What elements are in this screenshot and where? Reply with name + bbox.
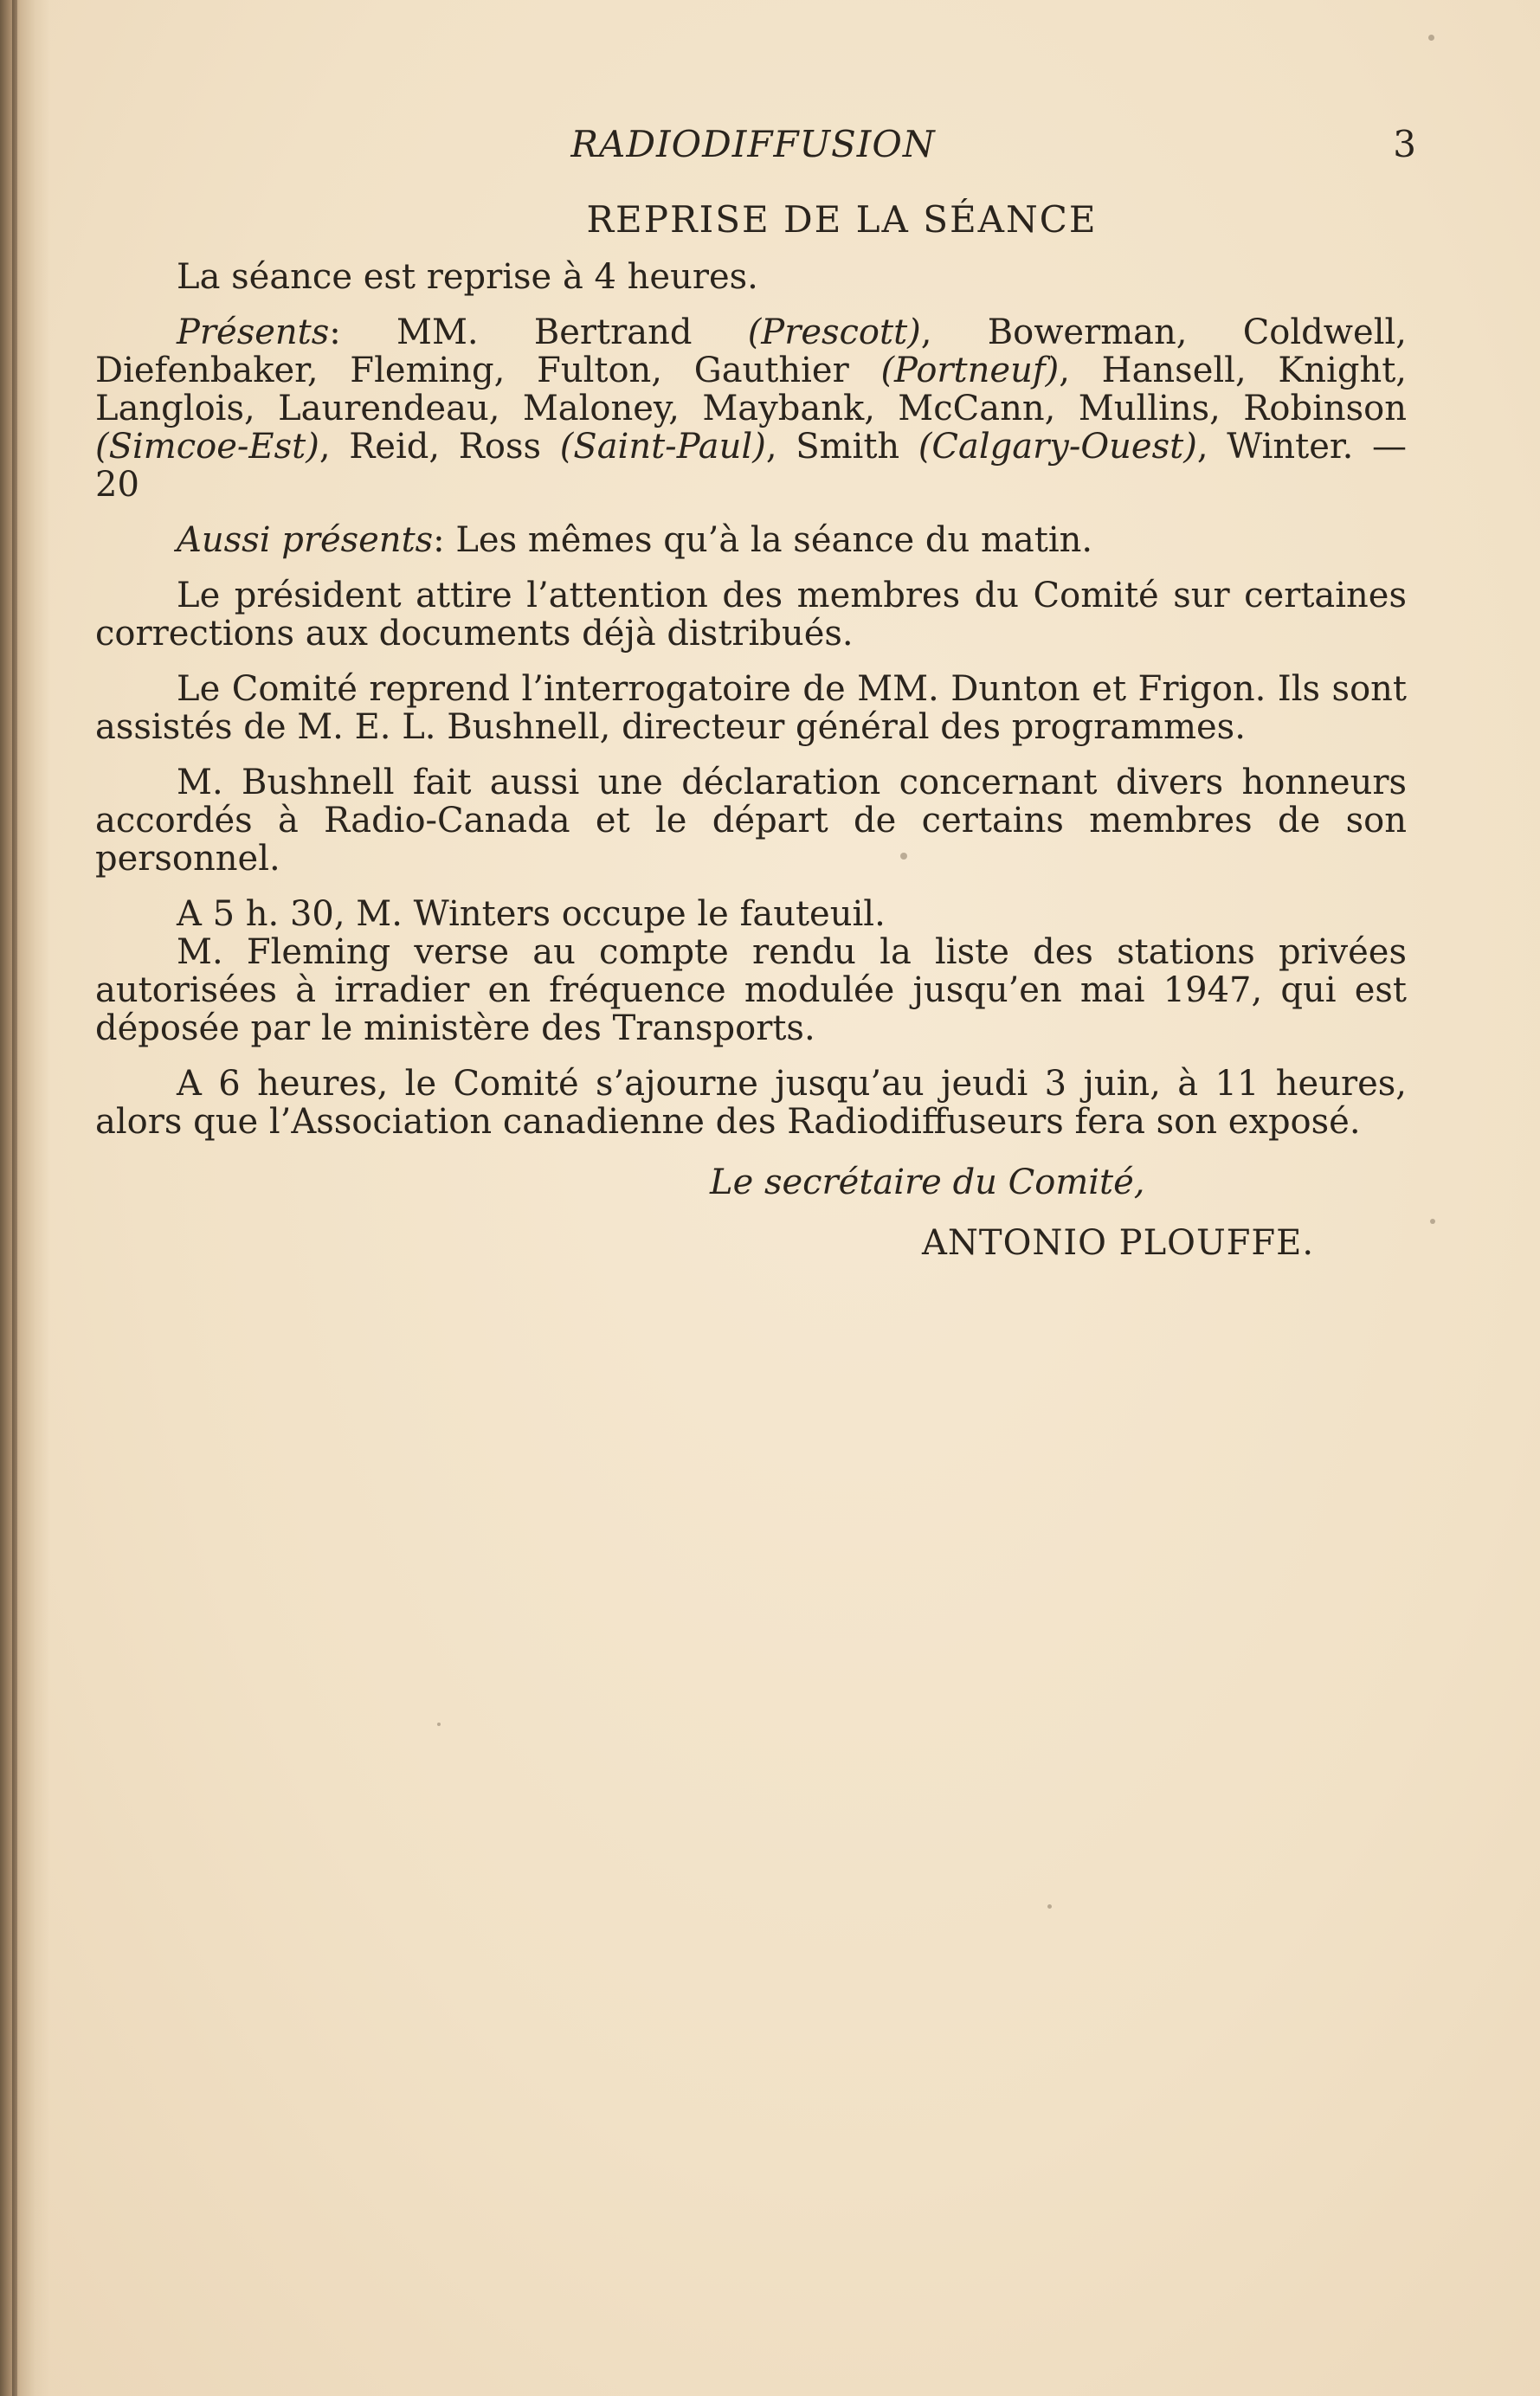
- paragraph-winters-chair: A 5 h. 30, M. Winters occupe le fauteuil.: [177, 894, 886, 934]
- present-label: Présents: [177, 312, 330, 352]
- paragraph-corrections: Le président attire l’attention des membres du Comité sur certaines corrections aux documents déjà distribués.: [95, 576, 1407, 654]
- signature-title: Le secrétaire du Comité,: [710, 1163, 1145, 1202]
- section-title: REPRISE DE LA SÉANCE: [586, 198, 1098, 241]
- also-present-text: : Les mêmes qu’à la séance du matin.: [433, 520, 1093, 560]
- signature-block: [95, 1163, 1407, 1267]
- paragraph-bushnell-declaration: M. Bushnell fait aussi une déclaration concernant divers honneurs accordés à Radio-Canada et le départ de certains membres de son personnel.: [95, 763, 1407, 879]
- paragraph-fleming-list: M. Fleming verse au compte rendu la liste des stations privées autorisées à irradier en fréquence modulée jusqu’en mai 1947, qui est déposée par le ministère des Transports.: [95, 932, 1407, 1048]
- present-text-4: , Reid, Ross: [319, 427, 560, 467]
- present-text-2: , Bowerman, Coldwell, Diefenbaker, Fleming, Fulton, Gauthier: [95, 312, 1407, 390]
- present-text-6: , Winter. — 20: [95, 427, 1408, 505]
- paper-speck: [1428, 35, 1434, 41]
- present-text-5: , Smith: [765, 427, 918, 467]
- paper-speck: [900, 853, 907, 860]
- running-header: [95, 123, 1416, 175]
- present-riding-4: (Saint-Paul): [559, 427, 766, 467]
- paragraph-adjournment: A 6 heures, le Comité s’ajourne jusqu’au jeudi 3 juin, à 11 heures, alors que l’Association canadienne des Radiodiffuseurs fera son exposé.: [95, 1064, 1407, 1142]
- paragraph-also-present: [95, 521, 1407, 559]
- present-text-1: : MM. Bertrand: [329, 312, 748, 352]
- present-text-3: , Hansell, Knight, Langlois, Laurendeau, Maloney, Maybank, McCann, Mullins, Robinson: [95, 351, 1407, 428]
- book-binding-edge: [0, 0, 50, 2396]
- paper-speck: [1047, 1904, 1052, 1909]
- paper-speck: [1430, 1219, 1435, 1224]
- present-riding-2: (Portneuf): [880, 351, 1060, 390]
- paragraph-present-members: [95, 313, 1407, 504]
- page-number: 3: [1393, 123, 1416, 165]
- present-riding-1: (Prescott): [747, 312, 921, 352]
- present-riding-3: (Simcoe-Est): [95, 427, 319, 467]
- binding-shadow-line: [12, 0, 17, 2396]
- paragraph-resumption: La séance est reprise à 4 heures.: [177, 257, 758, 297]
- paragraph-interrogation: Le Comité reprend l’interrogatoire de MM. Dunton et Frigon. Ils sont assistés de M. E. L. Bushnell, directeur général des programmes.: [95, 669, 1407, 747]
- paper-speck: [437, 1723, 441, 1726]
- also-present-label: Aussi présents: [177, 520, 434, 560]
- signature-name: ANTONIO PLOUFFE.: [922, 1223, 1315, 1263]
- present-riding-5: (Calgary-Ouest): [918, 427, 1197, 467]
- page-content: [95, 198, 1408, 1267]
- running-title: RADIODIFFUSION: [570, 123, 936, 165]
